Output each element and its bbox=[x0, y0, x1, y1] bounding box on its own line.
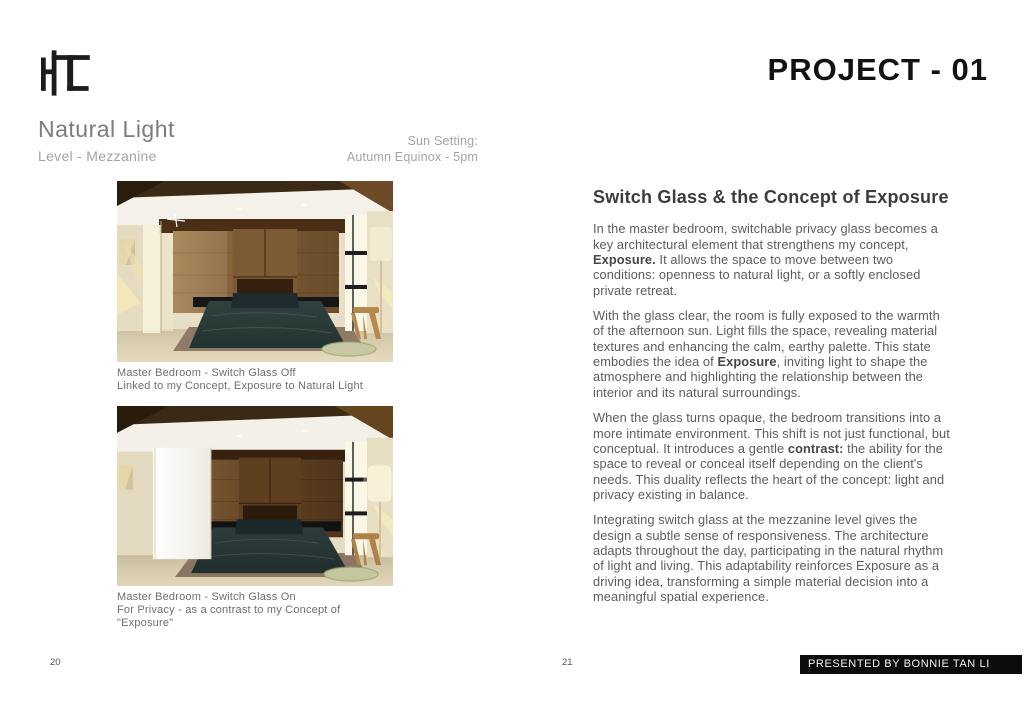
project-title: PROJECT - 01 bbox=[767, 52, 988, 87]
section-subtitle: Level - Mezzanine bbox=[38, 148, 157, 164]
figure-caption bbox=[117, 367, 393, 393]
htl-monogram-icon bbox=[38, 48, 94, 98]
article-paragraph-2: With the glass clear, the room is fully exposed to the warmth of the afternoon sun. Light fills the space, revealing material textures and enhancing the calm, earthy palette. This state embodies the idea of Exposure, inviting light to shape the atmosphere and highlighting the relationship between the interior and its natural surroundings. bbox=[593, 308, 940, 400]
section-title: Natural Light bbox=[38, 116, 175, 142]
presented-by-bar: PRESENTED BY BONNIE TAN LI bbox=[800, 655, 1022, 674]
article-paragraph-4: Integrating switch glass at the mezzanine level gives the design a subtle sense of responsiveness. The architecture adapts throughout the day, participating in the natural rhythm of light and living. This adaptability reinforces Exposure as a driving idea, transforming a simple material decision into a meaningful spatial experience. bbox=[593, 512, 944, 604]
page-number-left: 20 bbox=[50, 657, 61, 668]
article-column bbox=[593, 186, 950, 614]
sun-setting-note bbox=[347, 134, 478, 165]
figure-glass-off bbox=[117, 181, 393, 393]
article-paragraph-3: When the glass turns opaque, the bedroom transitions into a more intimate environment. This shift is not just functional, but conceptual. It introduces a gentle contrast: the ability for the space to reveal or conceal itself depending on the client's needs. This duality reflects the heart of the concept: light and privacy existing in balance. bbox=[593, 410, 950, 502]
sun-setting-line1: Sun Setting: bbox=[407, 134, 478, 148]
caption-line1: Master Bedroom - Switch Glass On bbox=[117, 591, 296, 603]
article-heading: Switch Glass & the Concept of Exposure bbox=[593, 187, 949, 207]
page-number-right: 21 bbox=[562, 657, 573, 668]
htl-logo-icon bbox=[38, 48, 94, 98]
article-paragraph-1: In the master bedroom, switchable privacy glass becomes a key architectural element that strengthens my concept, Exposure. It allows the space to move between two conditions: openness to natural light, or a softly enclosed private retreat. bbox=[593, 221, 938, 298]
figure-glass-on bbox=[117, 406, 393, 631]
caption-line2: Linked to my Concept, Exposure to Natural Light bbox=[117, 380, 364, 393]
section-header bbox=[38, 116, 175, 164]
caption-line2: For Privacy - as a contrast to my Concept of "Exposure" bbox=[117, 604, 341, 630]
figure-caption bbox=[117, 591, 393, 631]
bedroom-render-glass-on bbox=[117, 406, 393, 586]
caption-line1: Master Bedroom - Switch Glass Off bbox=[117, 367, 296, 379]
sun-setting-line2: Autumn Equinox - 5pm bbox=[346, 149, 478, 164]
bedroom-render-glass-off bbox=[117, 181, 393, 362]
